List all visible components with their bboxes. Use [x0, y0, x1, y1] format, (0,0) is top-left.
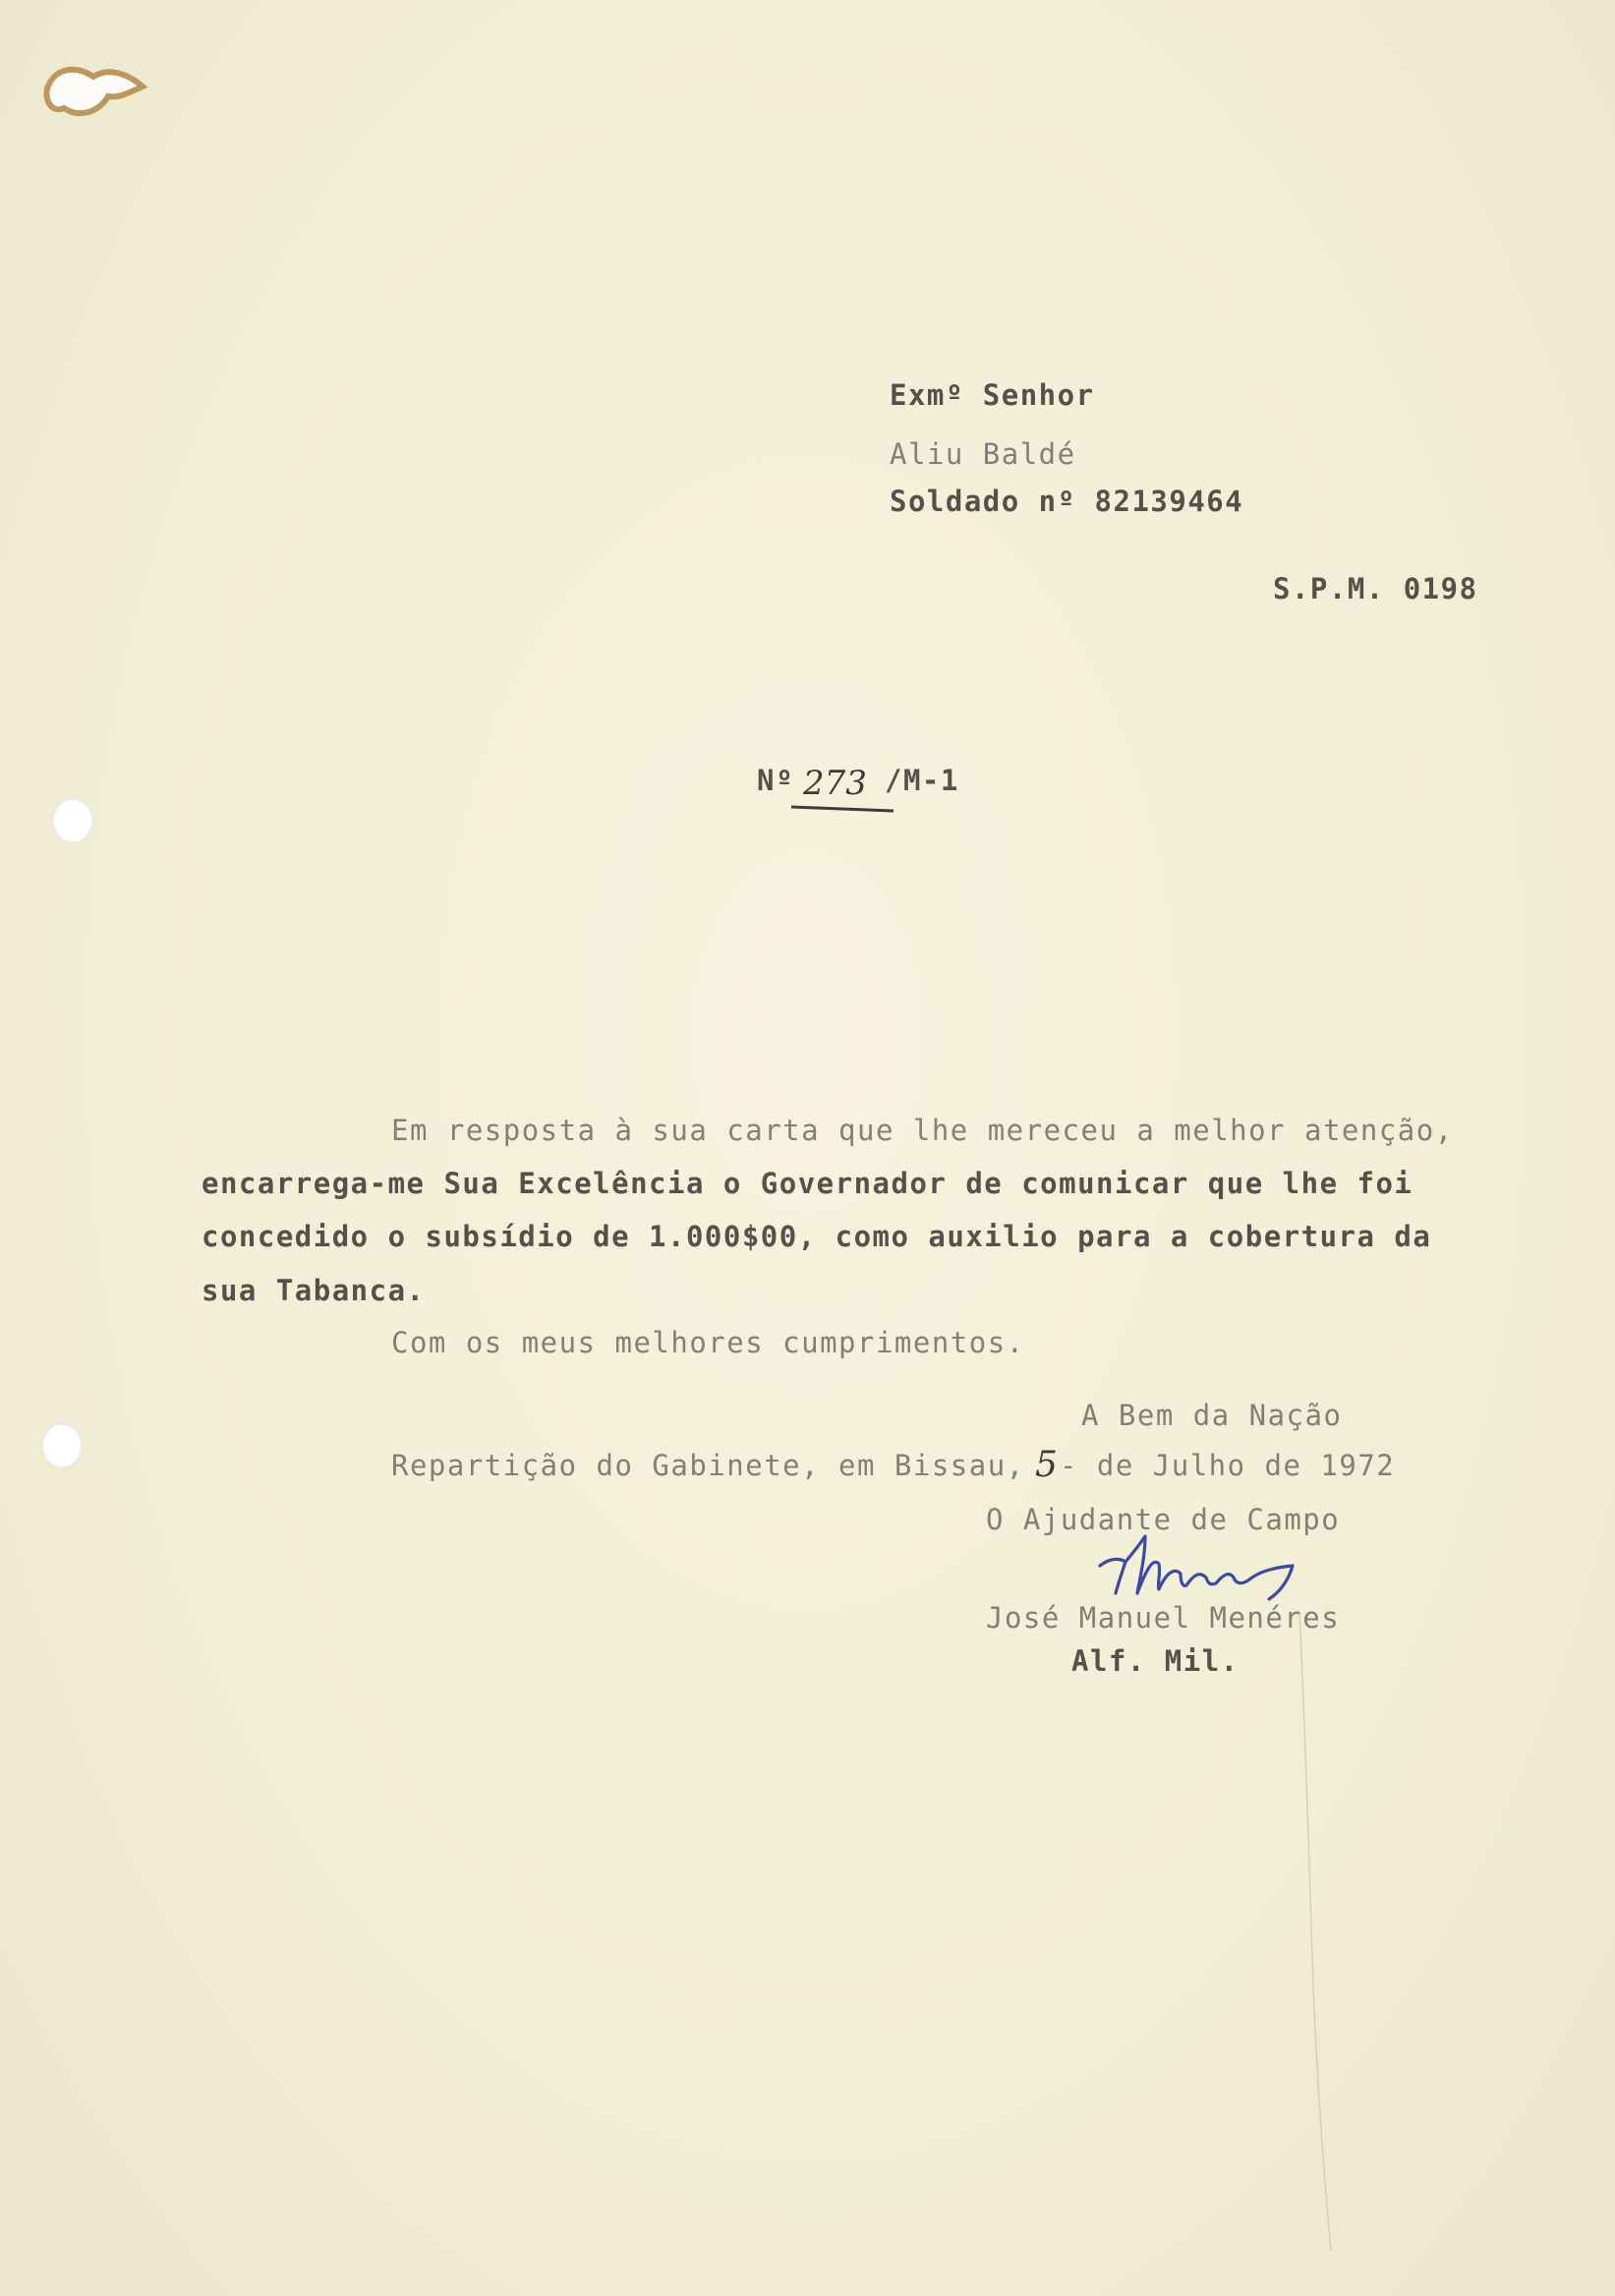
salutation: Exmº Senhor: [890, 378, 1095, 412]
reference-number-handwritten: [791, 764, 897, 817]
signatory-rank: Alf. Mil.: [1071, 1644, 1240, 1678]
closing-line: Com os meus melhores cumprimentos.: [391, 1326, 1025, 1359]
paper-crease: [1288, 1612, 1347, 2251]
punch-hole-bottom: [41, 1423, 83, 1468]
body-line-4: sua Tabanca.: [202, 1274, 426, 1307]
body-line-2: encarrega-me Sua Excelência o Governador de comunicar que lhe foi: [202, 1167, 1413, 1200]
reference-suffix: /M-1: [885, 764, 959, 797]
addressee-name: Aliu Baldé: [890, 437, 1076, 471]
body-line-1: Em resposta à sua carta que lhe mereceu a melhor atenção,: [391, 1114, 1454, 1147]
motto: A Bem da Nação: [1081, 1399, 1343, 1432]
place-date: Repartição do Gabinete, em Bissau,: [391, 1449, 1025, 1482]
burn-mark: [39, 59, 157, 138]
role: O Ajudante de Campo: [986, 1503, 1341, 1536]
date-day-handwritten: 5: [1035, 1445, 1058, 1485]
soldier-number: Soldado nº 82139464: [890, 485, 1244, 518]
punch-hole-top: [52, 798, 93, 843]
body-line-3: concedido o subsídio de 1.000$00, como auxilio para a cobertura da: [202, 1220, 1432, 1253]
postal-code: S.P.M. 0198: [1273, 572, 1478, 605]
reference-prefix: Nº: [757, 764, 794, 797]
date-month-year: - de Julho de 1972: [1060, 1449, 1396, 1482]
reference-number: 273: [803, 764, 867, 803]
signatory-name: José Manuel Menéres: [986, 1601, 1341, 1635]
